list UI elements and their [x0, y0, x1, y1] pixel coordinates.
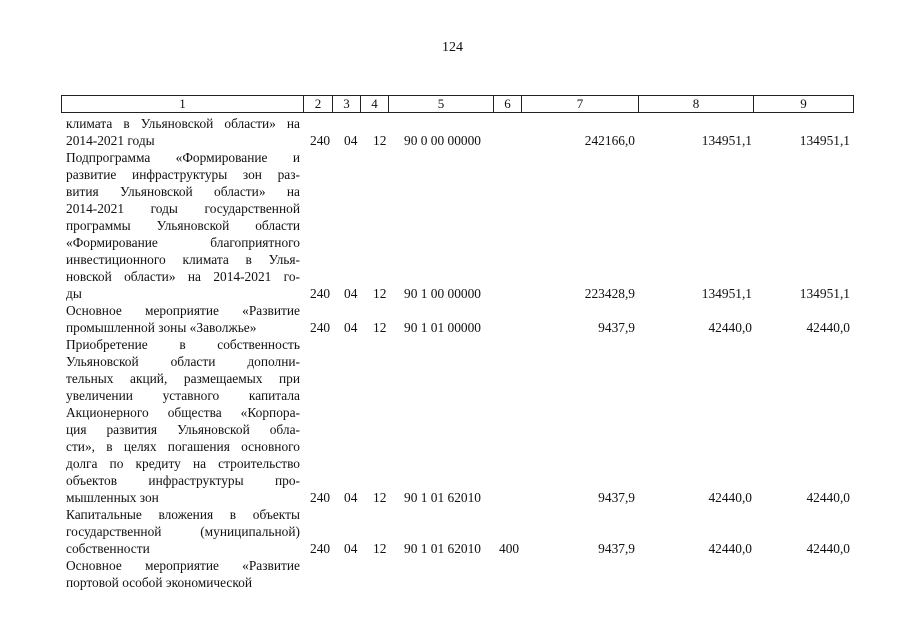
cell-col-2: 240: [310, 133, 331, 148]
description-line: Капитальные вложения в объекты: [66, 507, 300, 522]
row-description: [66, 149, 300, 302]
cell-col-8: 42440,0: [708, 541, 752, 556]
row-values: [0, 285, 905, 302]
cell-col-4: 12: [373, 286, 387, 301]
table-row: [0, 302, 905, 336]
cell-col-9: 42440,0: [806, 320, 850, 335]
description-line: тельных акций, размещаемых при: [66, 371, 300, 386]
table-row: [0, 506, 905, 557]
cell-col-8: 134951,1: [701, 133, 752, 148]
header-col-5: 5: [389, 96, 494, 112]
description-line: ды: [66, 286, 82, 301]
cell-col-6: 400: [499, 541, 520, 556]
description-line: новской области» на 2014-2021 го-: [66, 269, 300, 284]
cell-col-2: 240: [310, 286, 331, 301]
description-line: собственности: [66, 541, 150, 556]
cell-col-7: 242166,0: [584, 133, 635, 148]
row-values: [0, 132, 905, 149]
row-values: [0, 540, 905, 557]
header-col-9: 9: [800, 96, 807, 111]
description-line: климата в Ульяновской области» на: [66, 116, 300, 131]
row-values: [0, 489, 905, 506]
cell-col-9: 134951,1: [799, 286, 850, 301]
description-line: государственной (муниципальной): [66, 524, 300, 539]
cell-col-5: 90 1 01 62010: [404, 490, 481, 505]
description-line: развитие инфраструктуры зон раз-: [66, 167, 300, 182]
cell-col-9: 42440,0: [806, 490, 850, 505]
description-line: увеличении уставного капитала: [66, 388, 300, 403]
cell-col-7: 9437,9: [598, 320, 635, 335]
description-line: вития Ульяновской области» на: [66, 184, 300, 199]
description-line: мышленных зон: [66, 490, 159, 505]
row-values: [0, 319, 905, 336]
description-line: Приобретение в собственность: [66, 337, 300, 352]
cell-col-3: 04: [344, 320, 358, 335]
cell-col-9: 134951,1: [799, 133, 850, 148]
cell-col-3: 04: [344, 490, 358, 505]
description-line: Основное мероприятие «Развитие: [66, 558, 300, 573]
cell-col-2: 240: [310, 320, 331, 335]
description-line: Основное мероприятие «Развитие: [66, 303, 300, 318]
description-line: Акционерного общества «Корпора-: [66, 405, 300, 420]
page-number: 124: [442, 40, 463, 55]
cell-col-3: 04: [344, 133, 358, 148]
cell-col-2: 240: [310, 541, 331, 556]
description-line: программы Ульяновской области: [66, 218, 300, 233]
cell-col-4: 12: [373, 320, 387, 335]
cell-col-7: 223428,9: [584, 286, 635, 301]
description-line: 2014-2021 годы государственной: [66, 201, 300, 216]
description-line: инвестиционного климата в Улья-: [66, 252, 300, 267]
cell-col-5: 90 0 00 00000: [404, 133, 481, 148]
cell-col-8: 42440,0: [708, 320, 752, 335]
header-col-8: 8: [639, 96, 754, 112]
cell-col-4: 12: [373, 541, 387, 556]
cell-col-4: 12: [373, 133, 387, 148]
cell-col-7: 9437,9: [598, 541, 635, 556]
cell-col-4: 12: [373, 490, 387, 505]
description-line: «Формирование благоприятного: [66, 235, 300, 250]
description-line: ция развития Ульяновской обла-: [66, 422, 300, 437]
table-row: [0, 557, 905, 591]
description-line: объектов инфраструктуры про-: [66, 473, 300, 488]
row-values: [0, 574, 905, 591]
description-line: сти», в целях погашения основного: [66, 439, 300, 454]
table-body: [0, 115, 905, 591]
header-col-6: 6: [494, 96, 522, 112]
cell-col-3: 04: [344, 286, 358, 301]
description-line: Ульяновской области дополни-: [66, 354, 300, 369]
description-line: 2014-2021 годы: [66, 133, 155, 148]
header-col-1: 1: [62, 96, 304, 112]
cell-col-8: 134951,1: [701, 286, 752, 301]
header-col-2: 2: [304, 96, 333, 112]
header-col-3: 3: [333, 96, 361, 112]
description-line: Подпрограмма «Формирование и: [66, 150, 300, 165]
cell-col-5: 90 1 00 00000: [404, 286, 481, 301]
cell-col-3: 04: [344, 541, 358, 556]
cell-col-9: 42440,0: [806, 541, 850, 556]
cell-col-7: 9437,9: [598, 490, 635, 505]
table-header-row: [61, 95, 854, 113]
description-line: промышленной зоны «Заволжье»: [66, 320, 257, 335]
table-row: [0, 336, 905, 506]
description-line: портовой особой экономической: [66, 575, 253, 590]
header-col-4: 4: [361, 96, 389, 112]
table-row: [0, 149, 905, 302]
cell-col-2: 240: [310, 490, 331, 505]
description-line: долга по кредиту на строительство: [66, 456, 300, 471]
cell-col-5: 90 1 01 62010: [404, 541, 481, 556]
header-col-7: 7: [522, 96, 639, 112]
cell-col-8: 42440,0: [708, 490, 752, 505]
cell-col-5: 90 1 01 00000: [404, 320, 481, 335]
table-row: [0, 115, 905, 149]
row-description: [66, 336, 300, 506]
